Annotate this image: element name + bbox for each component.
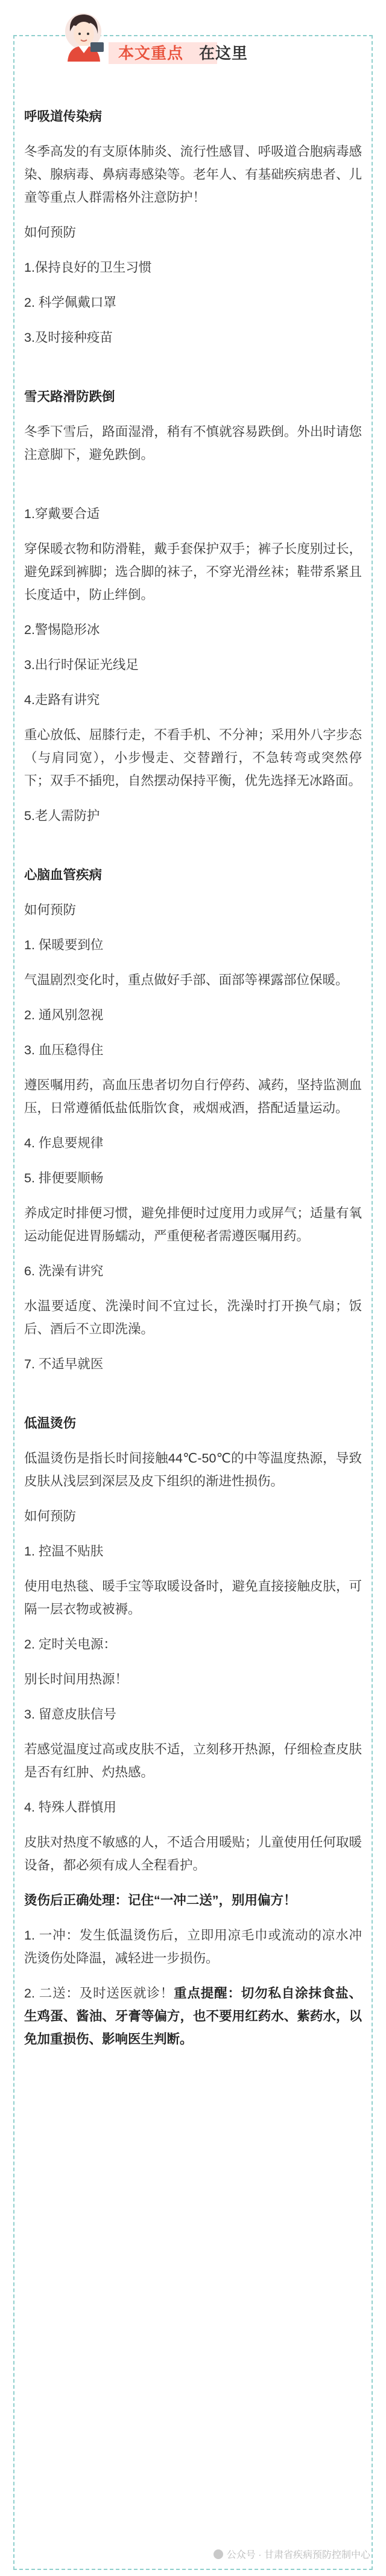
section-heading: 雪天路滑防跌倒 [24,389,115,404]
paragraph: 皮肤对热度不敏感的人，不适合用暖贴；儿童使用任何取暖设备，都必须有成人全程看护。 [24,1835,362,1873]
emphasis-paragraph: 烫伤后正确处理：记住“一冲二送”，别用偏方！ [24,1893,297,1908]
paragraph: 1.保持良好的卫生习惯 [24,260,152,275]
paragraph: 2. 定时关电源： [24,1637,116,1652]
wechat-icon [214,2549,223,2559]
mixed-paragraph [24,1982,362,2051]
paragraph: 使用电热毯、暖手宝等取暖设备时，避免直接接触皮肤，可隔一层衣物或被褥。 [24,1579,362,1616]
paragraph: 1.穿戴要合适 [24,507,100,521]
paragraph: 水温要适度、洗澡时间不宜过长，洗澡时打开换气扇；饭后、酒后不立即洗澡。 [24,1299,362,1336]
doctor-avatar-icon [57,7,111,62]
title-main: 本文重点 [118,44,184,62]
paragraph: 4. 特殊人群慎用 [24,1800,116,1815]
paragraph: 3. 血压稳得住 [24,1043,104,1057]
paragraph: 3.出行时保证光线足 [24,658,139,672]
paragraph: 5. 排便要顺畅 [24,1171,104,1185]
paragraph: 养成定时排便习惯，避免排便时过度用力或屏气；适量有氧运动能促进胃肠蠕动，严重便秘者需遵医嘱用药。 [24,1206,362,1243]
watermark-text: 公众号 · 甘肃省疾病预防控制中心 [226,2550,370,2560]
paragraph: 2.警惕隐形冰 [24,623,100,637]
paragraph: 别长时间用热源！ [24,1672,128,1687]
paragraph: 1. 一冲：发生低温烫伤后，立即用凉毛巾或流动的凉水冲洗烫伤处降温，减轻进一步损伤。 [24,1928,362,1966]
section-heading: 低温烫伤 [24,1416,77,1431]
title-sub: 在这里 [199,44,248,62]
paragraph: 如何预防 [24,225,77,240]
paragraph: 7. 不适早就医 [24,1357,104,1371]
paragraph: 如何预防 [24,1509,77,1523]
paragraph: 如何预防 [24,903,77,917]
paragraph: 气温剧烈变化时，重点做好手部、面部等裸露部位保暖。 [24,973,349,987]
emphasis-text: 重点提醒：切勿私自涂抹食盐、生鸡蛋、酱油、牙膏等偏方，也不要用红药水、紫药水，以免加重损伤、影响医生判断。 [24,1986,362,2046]
section-gap [24,478,362,502]
paragraph: 6. 洗澡有讲究 [24,1264,104,1278]
article-body [24,105,362,2063]
paragraph: 1. 控温不贴肤 [24,1544,104,1559]
paragraph: 2. 通风别忽视 [24,1008,104,1022]
paragraph: 4.走路有讲究 [24,693,100,707]
paragraph-text: 2. 二送：及时送医就诊！ [24,1986,174,2001]
article-header [11,7,373,65]
paragraph: 重心放低、屈膝行走，不看手机、不分神；采用外八字步态（与肩同宽），小步慢走、交替蹭行，不急转弯或突然停下；双手不插兜，自然摆动保持平衡，优先选择无冰路面。 [24,728,362,788]
paragraph: 5.老人需防护 [24,809,100,823]
paragraph: 低温烫伤是指长时间接触44℃-50℃的中等温度热源，导致皮肤从浅层到深层及皮下组织的渐进性损伤。 [24,1451,362,1488]
section-heading: 心脑血管疾病 [24,868,103,882]
paragraph: 1. 保暖要到位 [24,938,104,952]
section-gap [24,1388,362,1412]
paragraph: 冬季下雪后，路面湿滑，稍有不慎就容易跌倒。外出时请您注意脚下，避免跌倒。 [24,425,362,462]
paragraph: 遵医嘱用药，高血压患者切勿自行停药、减药，坚持监测血压，日常遵循低盐低脂饮食，戒烟戒酒，搭配适量运动。 [24,1078,362,1115]
section-gap [24,839,362,863]
paragraph: 若感觉温度过高或皮肤不适，立刻移开热源，仔细检查皮肤是否有红肿、灼热感。 [24,1742,362,1780]
paragraph: 3. 留意皮肤信号 [24,1707,116,1722]
wechat-watermark [214,2547,370,2561]
paragraph: 4. 作息要规律 [24,1136,104,1150]
paragraph: 2. 科学佩戴口罩 [24,295,116,310]
paragraph: 穿保暖衣物和防滑鞋，戴手套保护双手；裤子长度别过长，避免踩到裤脚；选合脚的袜子，不穿光滑丝袜；鞋带系紧且长度适中，防止绊倒。 [24,542,362,602]
paragraph: 3.及时接种疫苗 [24,330,113,345]
paragraph: 冬季高发的有支原体肺炎、流行性感冒、呼吸道合胞病毒感染、腺病毒、鼻病毒感染等。老年人、有基础疾病患者、儿童等重点人群需格外注意防护！ [24,144,362,205]
section-gap [24,361,362,385]
section-heading: 呼吸道传染病 [24,109,103,124]
